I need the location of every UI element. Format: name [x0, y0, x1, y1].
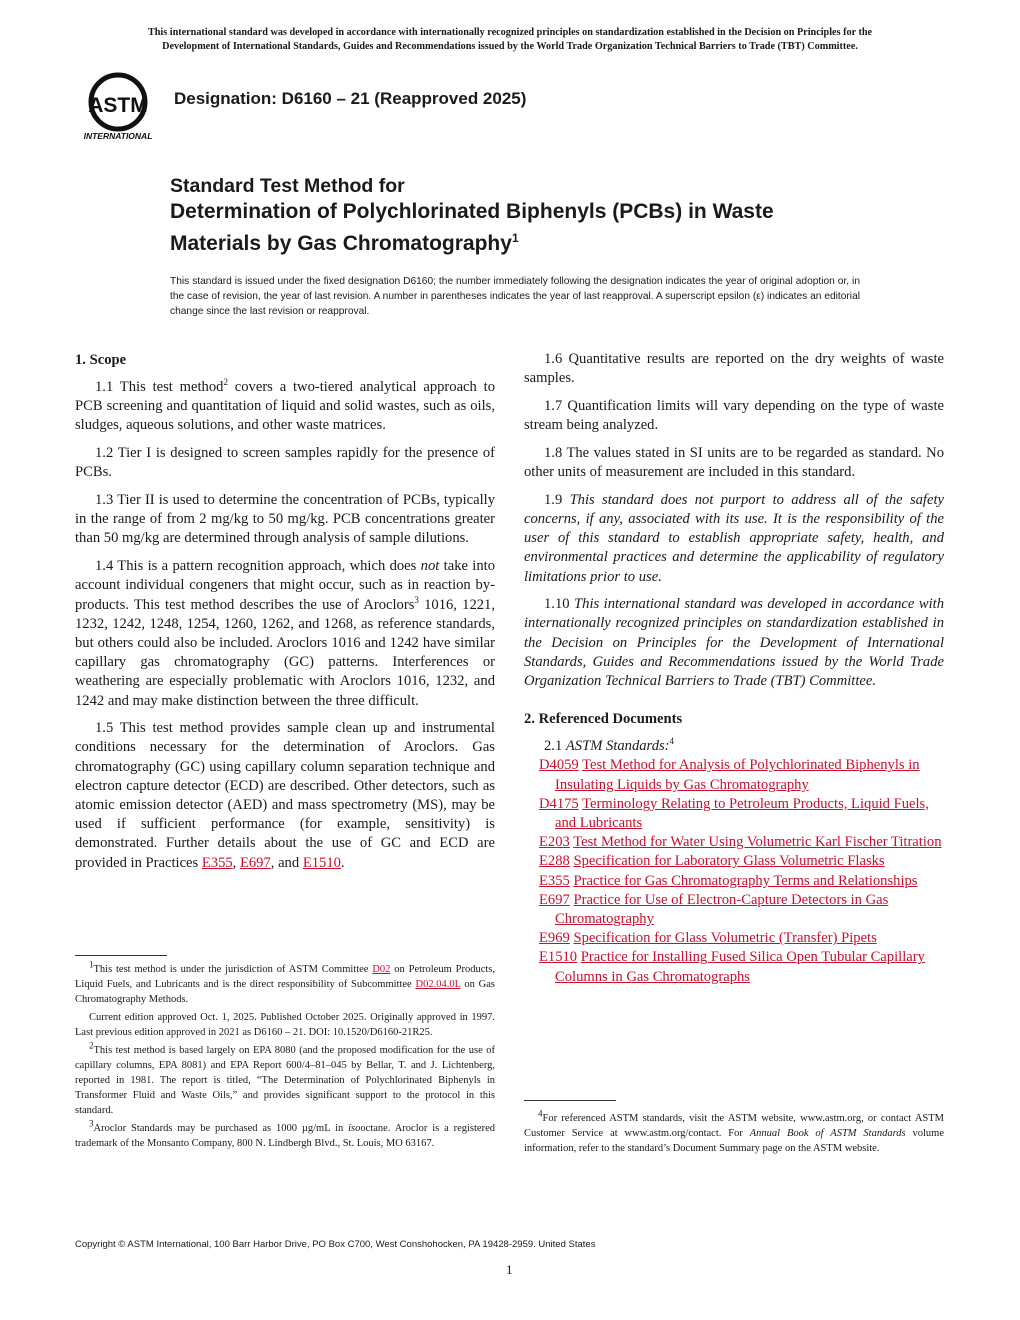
footnote-ref-4: 4	[669, 736, 675, 747]
copyright: Copyright © ASTM International, 100 Barr Harbor Drive, PO Box C700, West Conshohocken, PA 19428-2959. United States	[75, 1239, 596, 1250]
designation: Designation: D6160 – 21 (Reapproved 2025)	[174, 89, 527, 108]
para-1-10	[524, 595, 944, 691]
para-1-10-text: This international standard was developed in accordance with internationally recognized principles on standardization established in the Decision on Principles for the Development of International Standards, Guides and Recommendations issued by the World Trade Organization Technical Barriers to Trade (TBT) Committee.	[524, 596, 945, 690]
para-2-1-num: 2.1	[544, 738, 566, 755]
footnote-ref-3: 3	[414, 594, 419, 605]
para-1-7: 1.7 Quantification limits will vary depending on the type of waste stream being analyzed.	[524, 397, 944, 434]
reference-item	[524, 852, 944, 871]
notice-line-1: This international standard was developed in accordance with internationally recognized principles on standardization established in the Decision on Principles for the	[147, 27, 873, 38]
para-1-4	[75, 557, 495, 711]
para-1-9	[524, 491, 944, 587]
reference-item	[524, 833, 944, 852]
ref-code-e355[interactable]: E355	[539, 872, 570, 889]
ref-code-e1510[interactable]: E1510	[539, 949, 578, 966]
footnote-4-b: volume information, refer to the standard’s Document Summary page on the ASTM website.	[524, 1128, 945, 1154]
footnote-4-book: Annual Book of ASTM Standards	[749, 1128, 906, 1139]
footnote-4	[524, 1108, 945, 1156]
para-1-6: 1.6 Quantitative results are reported on the dry weights of waste samples.	[524, 351, 944, 387]
page-number: 1	[506, 1262, 513, 1277]
footnote-1-c: on Gas Chromatography Methods.	[75, 979, 495, 1005]
ref-title-e969[interactable]: Specification for Glass Volumetric (Transfer) Pipets	[573, 930, 877, 947]
top-notice	[70, 26, 950, 54]
para-1-9-text: This standard does not purport to address all of the safety concerns, if any, associated with its use. It is the responsibility of the user of this standard to establish appropriate safety, health, and environmental practices and determine the applicability of regulatory limitations prior to use.	[524, 491, 944, 585]
reference-item	[524, 872, 944, 891]
ref-code-e969[interactable]: E969	[539, 930, 570, 947]
ref-title-e697[interactable]: Practice for Use of Electron-Capture Detectors in Gas Chromatography	[555, 891, 889, 928]
footnote-1-edition: Current edition approved Oct. 1, 2025. Published October 2025. Originally approved in 1997. Last previous edition approved in 2021 as D6160 – 21. DOI: 10.1520/D6160-21R25.	[75, 1012, 495, 1038]
title-line-3-text: Materials by Gas Chromatography	[170, 232, 512, 255]
ref-code-d4175[interactable]: D4175	[539, 795, 579, 812]
footnote-2-mark: 2	[89, 1040, 94, 1051]
para-1-5-a: 1.5 This test method provides sample clean up and instrumental conditions necessary for the determination of Aroclors. Gas chromatography (GC) using capillary column separation technique and electron capture detector (ECD) are described. Other detectors, such as atomic emission detector (AED) and mass spectrometry (MS), may be used if sufficient performance (for example, sensitivity) is demonstrated. Further details about the use of GC and ECD are provided in Practices	[75, 720, 495, 871]
astm-logo	[78, 72, 160, 144]
reference-item	[524, 948, 944, 986]
para-1-1-b: covers a two-tiered analytical approach to PCB screening and quantitation of liquid and solid wastes, such as oils, sludges, aqueous solutions, and other waste matrices.	[75, 379, 495, 434]
para-1-4-not: not	[420, 558, 440, 575]
referenced-heading: 2. Referenced Documents	[524, 711, 683, 728]
ref-title-e203[interactable]: Test Method for Water Using Volumetric Karl Fischer Titration	[573, 834, 942, 851]
footnote-3	[75, 1118, 495, 1151]
reference-item	[524, 795, 944, 833]
reference-list	[524, 756, 944, 986]
footnote-1-a: This test method is under the jurisdiction of ASTM Committee	[93, 964, 373, 975]
reference-item	[524, 891, 944, 929]
right-column	[524, 350, 944, 987]
footnote-1-b: on Petroleum Products, Liquid Fuels, and Lubricants and is the direct responsibility of Subcommittee	[75, 964, 495, 990]
para-1-9-num: 1.9	[544, 491, 570, 508]
para-2-1	[524, 737, 944, 756]
link-d02[interactable]: D02	[372, 964, 391, 975]
para-1-2: 1.2 Tier I is designed to screen samples rapidly for the presence of PCBs.	[75, 445, 495, 481]
document-title	[170, 174, 930, 257]
footnote-3-a: Aroclor Standards may be purchased as 1000 µg/mL in	[93, 1123, 349, 1134]
left-column	[75, 350, 495, 881]
title-line-2: Determination of Polychlorinated Biphenyls (PCBs) in Waste	[170, 200, 774, 223]
issued-note: This standard is issued under the fixed designation D6160; the number immediately following the designation indicates the year of original adoption or, in the case of revision, the year of last revision. A number in parentheses indicates the year of last reapproval. A superscript epsilon (ε) indicates an editorial change since the last revision or reapproval.	[170, 276, 860, 317]
footnote-1-mark: 1	[89, 959, 94, 970]
ref-title-e1510[interactable]: Practice for Installing Fused Silica Open Tubular Capillary Columns in Gas Chromatographs	[555, 949, 925, 985]
logo-subtext: INTERNATIONAL	[83, 131, 153, 141]
ref-code-e697[interactable]: E697	[539, 891, 570, 908]
notice-line-2: Development of International Standards, Guides and Recommendations issued by the World Trade Organization Technical Barriers to Trade (TBT) Committee.	[162, 41, 858, 52]
para-1-5-and: , and	[270, 854, 303, 871]
para-2-1-text: ASTM Standards:	[565, 738, 670, 755]
ref-title-e288[interactable]: Specification for Laboratory Glass Volumetric Flasks	[573, 853, 885, 870]
para-1-10-num: 1.10	[544, 596, 575, 613]
title-footnote-mark: 1	[511, 231, 519, 245]
footnote-ref-2: 2	[223, 377, 228, 388]
footnote-rule-right	[524, 1100, 616, 1101]
ref-title-d4175[interactable]: Terminology Relating to Petroleum Products, Liquid Fuels, and Lubricants	[555, 795, 929, 832]
para-1-4-a: 1.4 This is a pattern recognition approach, which does	[95, 558, 421, 575]
para-1-4-c: 1016, 1221, 1232, 1242, 1248, 1254, 1260, 1262, and 1268, as reference standards, but others could also be included. Aroclors 1016 and 1242 have similar capillary gas chromatography (GC) patterns. Interferences or weathering are especially problematic with Aroclors 1016, 1232, and 1242 and may make distinction between the three difficult.	[75, 596, 495, 709]
logo-text: ASTM	[88, 94, 148, 117]
para-1-4-b: take into account individual congeners that might occur, such as in reaction by-products. This test method describes the use of Aroclors	[75, 558, 496, 613]
astm-logo-mark	[78, 72, 160, 144]
footnotes-right	[524, 1108, 945, 1159]
ref-title-d4059[interactable]: Test Method for Analysis of Polychlorinated Biphenyls in Insulating Liquids by Gas Chromatography	[555, 757, 920, 793]
footnote-1	[75, 959, 495, 1007]
ref-code-e203[interactable]: E203	[539, 834, 570, 851]
footnote-3-iso: iso	[348, 1123, 361, 1134]
footnote-4-a: For referenced ASTM standards, visit the ASTM website, www.astm.org, or contact ASTM Customer Service at www.astm.org/contact. For	[524, 1113, 944, 1139]
footnote-rule-left	[75, 955, 167, 956]
footnote-3-mark: 3	[89, 1118, 94, 1129]
footnote-3-b: octane. Aroclor is a registered trademark of the Monsanto Company, 800 N. Lindbergh Blvd., St. Louis, MO 63167.	[75, 1123, 495, 1149]
title-line-3	[170, 225, 930, 257]
ref-code-e288[interactable]: E288	[539, 853, 570, 870]
link-e697[interactable]: E697	[239, 854, 271, 871]
para-1-3: 1.3 Tier II is used to determine the concentration of PCBs, typically in the range of from 2 mg/kg to 50 mg/kg. PCB concentrations greater than 50 mg/kg are determined through analysis of sample dilutions.	[75, 492, 495, 547]
link-e355[interactable]: E355	[201, 854, 233, 871]
reference-item	[524, 929, 944, 948]
ref-title-e355[interactable]: Practice for Gas Chromatography Terms and Relationships	[573, 872, 918, 889]
footnote-4-mark: 4	[538, 1108, 543, 1119]
footnotes-left	[75, 959, 495, 1154]
link-e1510[interactable]: E1510	[302, 854, 341, 871]
reference-item	[524, 756, 944, 794]
para-1-1-a: 1.1 This test method	[95, 379, 224, 395]
para-1-8: 1.8 The values stated in SI units are to be regarded as standard. No other units of measurement are included in this standard.	[524, 444, 944, 481]
para-1-1	[75, 378, 495, 436]
footnote-2-text: This test method is based largely on EPA 8080 (and the proposed modification for the use of capillary columns, EPA 8081) and EPA Report 600/4–81–045 by Bellar, T. and J. Lichtenberg, reported in 1981. The report is titled, “The Determination of Polychlorinated Biphenyls in Transformer Fluid and Waste Oils,” and provides significant support to the protocol in this standard.	[75, 1045, 495, 1116]
link-d02-04-0l[interactable]: D02.04.0L	[415, 979, 461, 990]
title-line-1: Standard Test Method for	[170, 175, 405, 197]
para-1-5: 1.5 This test method provides sample clean up and instrumental conditions necessary for the determination of Aroclors. Gas chromatography (GC) using capillary column separation technique and electron capture detector (ECD) are described. Other detectors, such as atomic emission detector (AED) and mass spectrometry (MS), may be used if sufficient performance (for example, sensitivity) is demonstrated. Further details about the use of GC and ECD are provided in Practices E355, E697, and E1510.	[75, 720, 495, 871]
scope-heading: 1. Scope	[75, 352, 127, 368]
footnote-2	[75, 1040, 495, 1118]
ref-code-d4059[interactable]: D4059	[539, 757, 579, 774]
